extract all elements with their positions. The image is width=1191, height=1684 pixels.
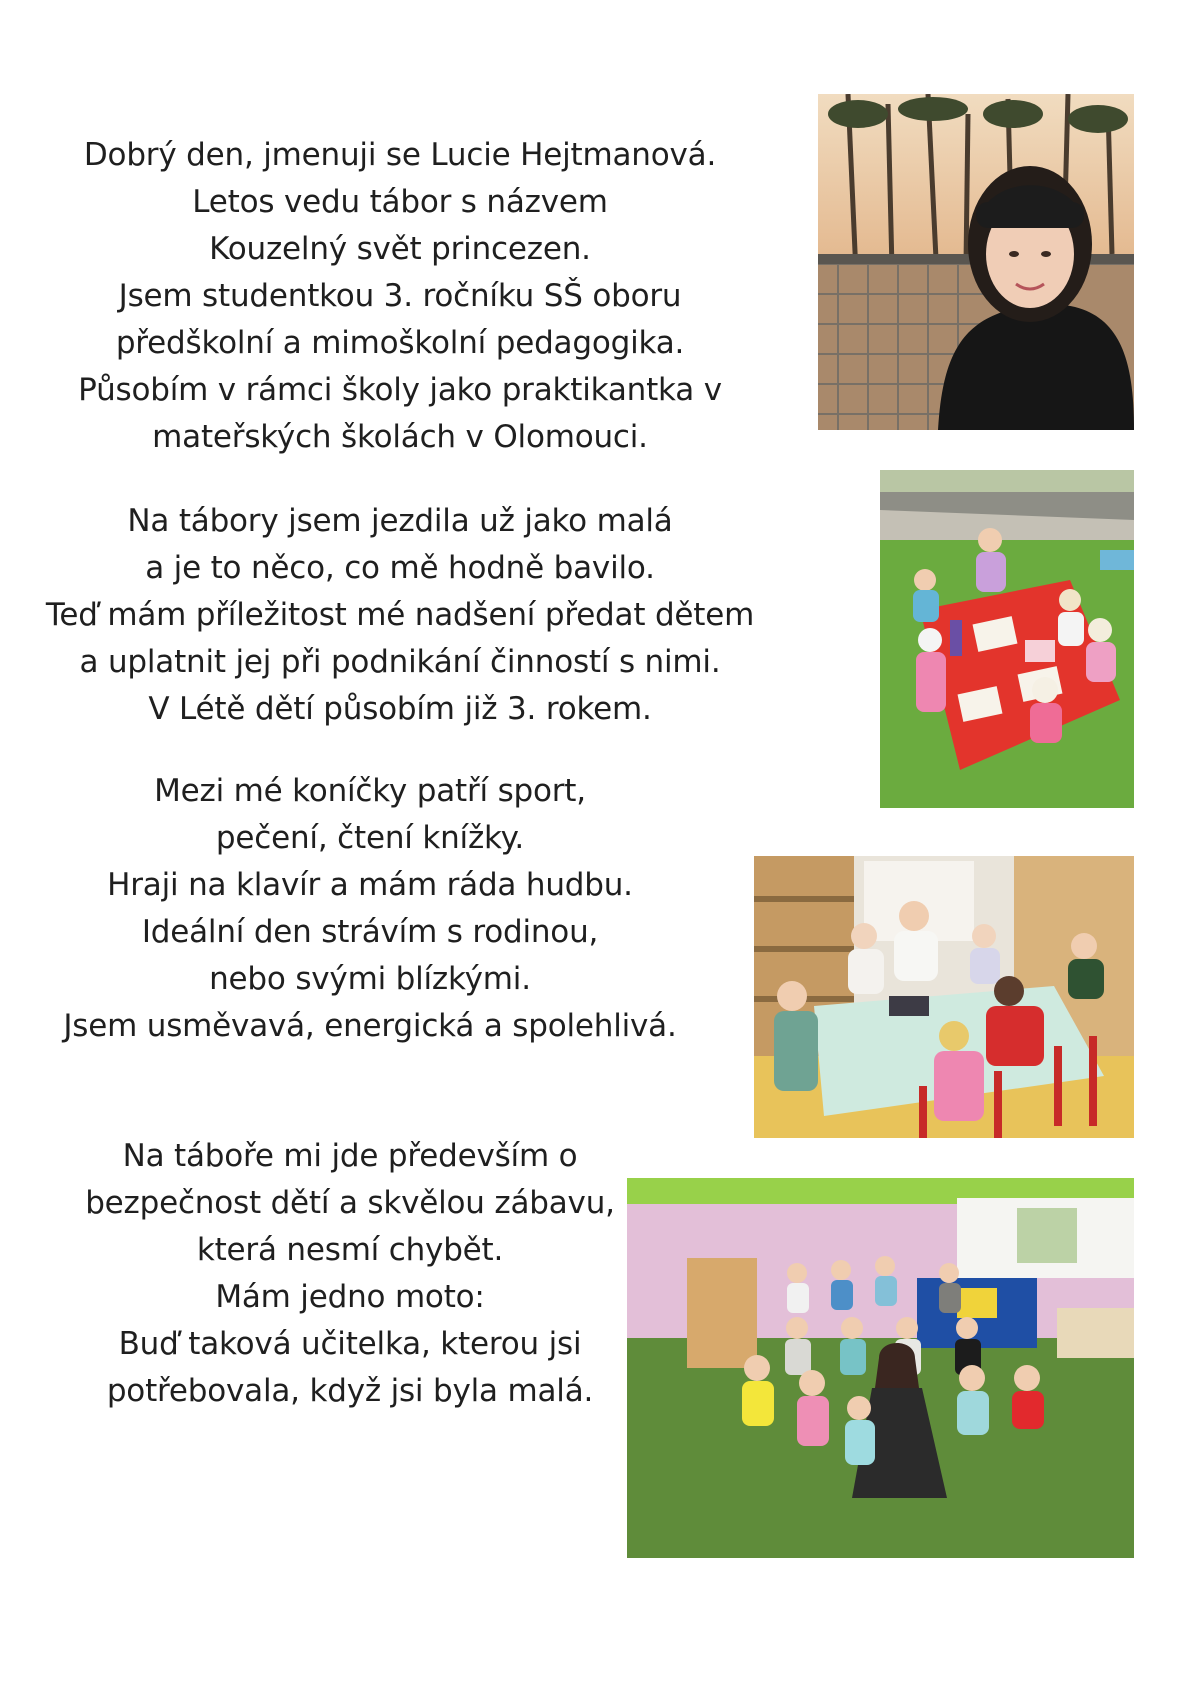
text-line: bezpečnost dětí a skvělou zábavu, xyxy=(85,1185,615,1221)
selfie-photo xyxy=(818,94,1134,430)
text-line: a uplatnit jej při podnikání činností s nimi. xyxy=(79,644,721,680)
text-line: Buď taková učitelka, kterou jsi xyxy=(118,1326,582,1362)
outdoor-table-photo xyxy=(880,470,1134,808)
text-line: která nesmí chybět. xyxy=(196,1232,504,1268)
text-line: Jsem usměvavá, energická a spolehlivá. xyxy=(63,1008,677,1044)
text-line: předškolní a mimoškolní pedagogika. xyxy=(115,325,685,361)
group-photo xyxy=(627,1178,1134,1558)
text-line: Teď mám příležitost mé nadšení předat dětem xyxy=(45,597,755,633)
camp-experience-paragraph xyxy=(40,498,760,733)
intro-paragraph xyxy=(50,132,750,461)
text-line: Jsem studentkou 3. ročníku SŠ oboru xyxy=(118,278,682,314)
text-line: potřebovala, když jsi byla malá. xyxy=(106,1373,594,1409)
text-line: Hraji na klavír a mám ráda hudbu. xyxy=(107,867,633,903)
text-line: Na tábory jsem jezdila už jako malá xyxy=(127,503,673,539)
text-line: Dobrý den, jmenuji se Lucie Hejtmanová. xyxy=(83,137,717,173)
text-line: Ideální den strávím s rodinou, xyxy=(141,914,599,950)
motto-paragraph xyxy=(55,1133,645,1415)
text-line: Mezi mé koníčky patří sport, xyxy=(154,773,586,809)
text-line: a je to něco, co mě hodně bavilo. xyxy=(145,550,655,586)
text-line: nebo svými blízkými. xyxy=(209,961,531,997)
classroom-drawing-photo xyxy=(754,856,1134,1138)
text-line: V Létě dětí působím již 3. rokem. xyxy=(148,691,652,727)
hobbies-paragraph xyxy=(40,768,700,1050)
text-line: mateřských školách v Olomouci. xyxy=(152,419,648,455)
text-line: Na táboře mi jde především o xyxy=(122,1138,578,1174)
text-line: Působím v rámci školy jako praktikantka v xyxy=(78,372,722,408)
text-line: Mám jedno moto: xyxy=(215,1279,485,1315)
text-line: Letos vedu tábor s názvem xyxy=(192,184,608,220)
text-line: pečení, čtení knížky. xyxy=(215,820,525,856)
text-line: Kouzelný svět princezen. xyxy=(209,231,591,267)
